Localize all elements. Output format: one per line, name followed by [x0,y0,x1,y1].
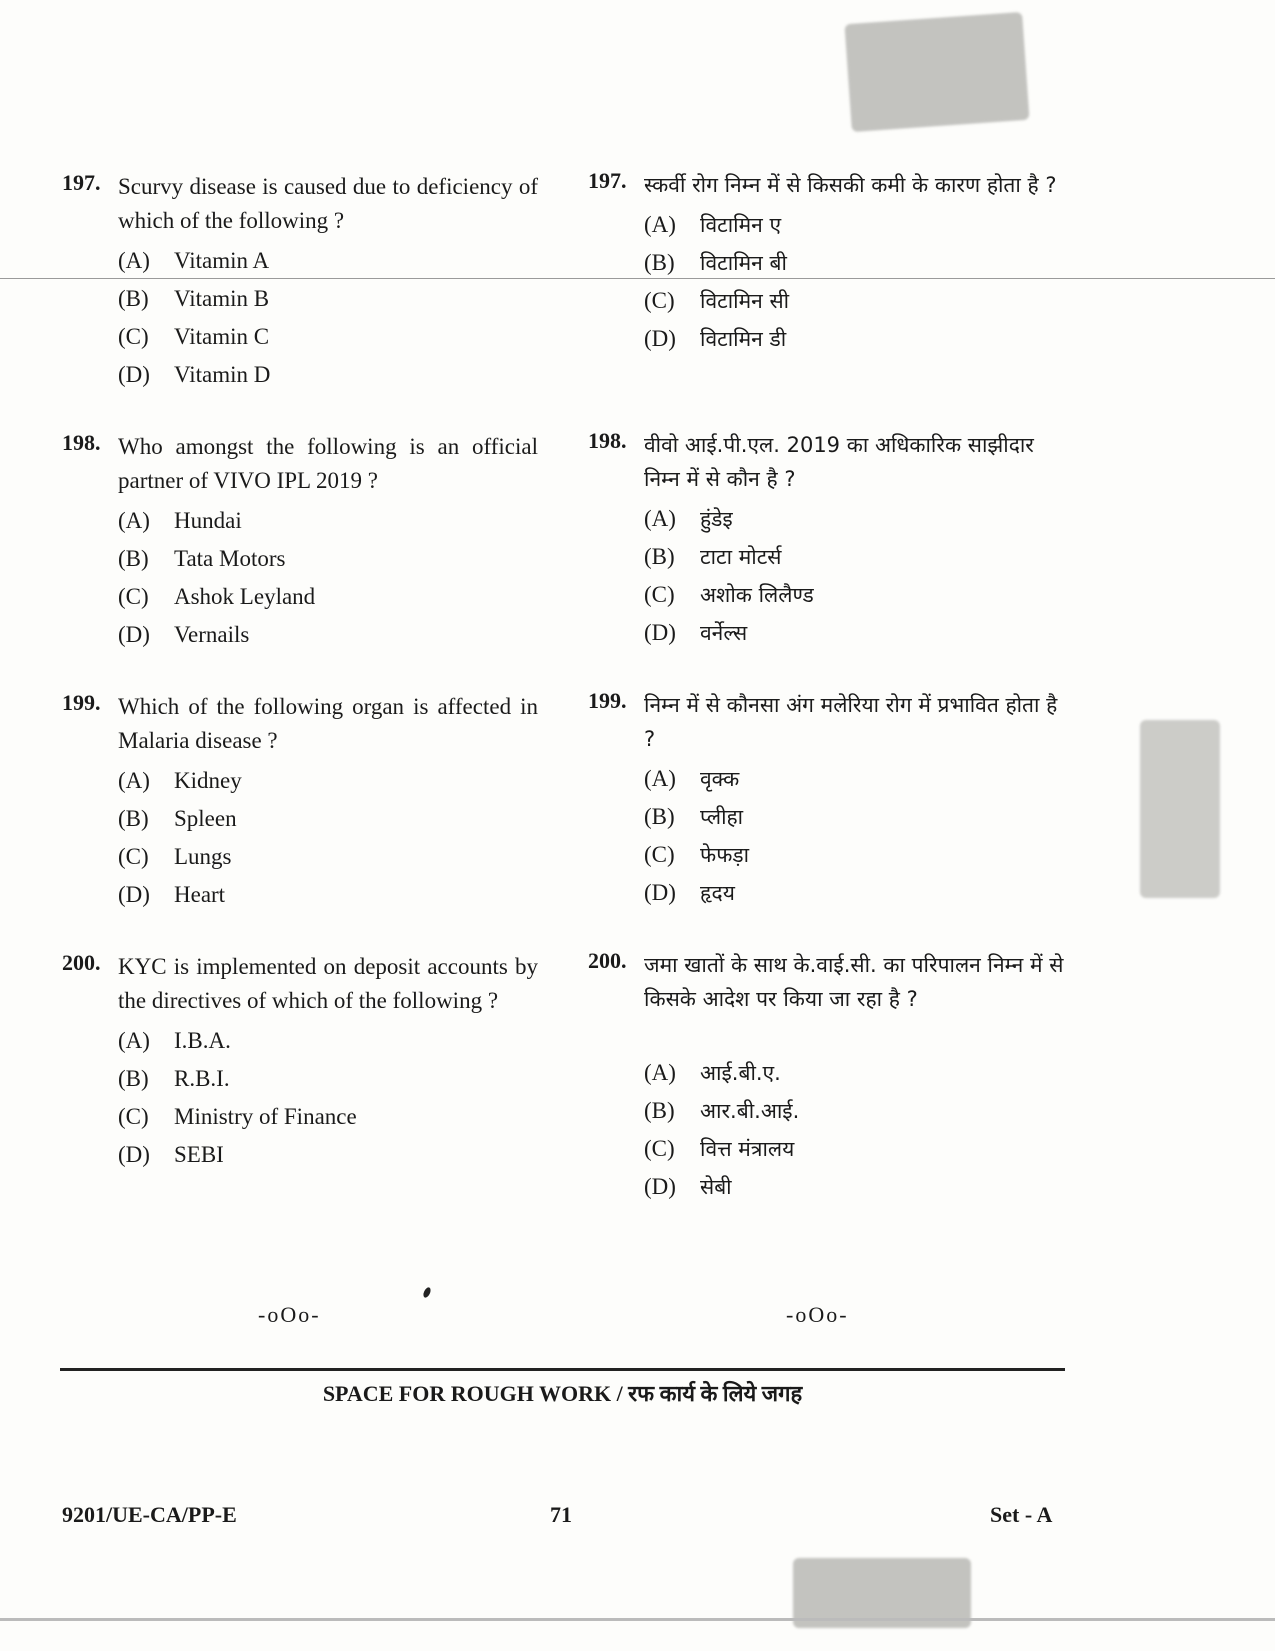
option-b: (B) Vitamin B [118,286,270,311]
end-marker-hi: -oOo- [786,1302,849,1327]
paper-code: 9201/UE-CA/PP-E [62,1502,237,1527]
question-text: Scurvy disease is caused due to deficiency of which of the following ? [118,174,538,233]
option-a: (A) Vitamin A [118,248,270,273]
page-number: 71 [550,1502,572,1527]
question-199-en [62,690,552,914]
option-a: (A) वृक्क [644,766,740,791]
scan-artifact-line [0,1618,1275,1621]
question-200-en [62,950,552,1174]
option-b: (B) Spleen [118,806,237,831]
option-d: (D) सेबी [644,1174,732,1199]
option-d: (D) Vitamin D [118,362,271,387]
option-c: (C) Ministry of Finance [118,1104,357,1129]
divider-rule [60,1368,1065,1371]
option-d: (D) वर्नेल्स [644,620,748,645]
option-c: (C) Vitamin C [118,324,270,349]
option-b: (B) आर.बी.आई. [644,1098,800,1123]
scan-smudge [1140,720,1220,898]
end-marker-en: -oOo- [258,1302,321,1327]
question-198-hi [588,428,1078,652]
question-200-hi [588,948,1078,1206]
question-number: 198. [62,430,101,455]
option-b: (B) R.B.I. [118,1066,230,1091]
option-c: (C) विटामिन सी [644,288,790,313]
question-198-en [62,430,552,654]
option-a: (A) I.B.A. [118,1028,231,1053]
option-d: (D) Vernails [118,622,250,647]
question-number: 199. [588,688,627,713]
question-text: KYC is implemented on deposit accounts by the directives of which of the following ? [118,954,538,1013]
question-text: जमा खातों के साथ के.वाई.सी. का परिपालन निम्न में से किसके आदेश पर किया जा रहा है ? [644,953,1064,1011]
option-b: (B) टाटा मोटर्स [644,544,782,569]
question-number: 199. [62,690,101,715]
rough-work-heading: SPACE FOR ROUGH WORK / रफ कार्य के लिये जगह [322,1381,803,1406]
question-number: 197. [588,168,627,193]
option-c: (C) अशोक लिलैण्ड [644,582,814,607]
ink-mark [422,1286,432,1299]
option-b: (B) प्लीहा [644,804,744,829]
question-197-hi [588,168,1078,358]
option-a: (A) विटामिन ए [644,212,782,237]
question-number: 200. [62,950,101,975]
option-d: (D) SEBI [118,1142,224,1167]
option-a: (A) आई.बी.ए. [644,1060,781,1085]
question-199-hi [588,688,1078,912]
option-c: (C) फेफड़ा [644,842,750,867]
option-c: (C) Ashok Leyland [118,584,316,609]
option-b: (B) Tata Motors [118,546,286,571]
option-b: (B) विटामिन बी [644,250,787,275]
question-text: स्कर्वी रोग निम्न में से किसकी कमी के कारण होता है ? [644,173,1057,197]
question-text: Who amongst the following is an official partner of VIVO IPL 2019 ? [118,434,538,493]
option-d: (D) हृदय [644,880,735,905]
option-d: (D) विटामिन डी [644,326,787,351]
question-number: 198. [588,428,627,453]
question-text: वीवो आई.पी.एल. 2019 का अधिकारिक साझीदार निम्न में से कौन है ? [644,433,1034,491]
scan-smudge [844,12,1029,132]
option-a: (A) Hundai [118,508,242,533]
question-197-en [62,170,552,394]
option-a: (A) हुंडेइ [644,506,733,531]
question-text: Which of the following organ is affected in Malaria disease ? [118,694,538,753]
option-c: (C) Lungs [118,844,232,869]
option-d: (D) Heart [118,882,226,907]
option-c: (C) वित्त मंत्रालय [644,1136,795,1161]
set-label: Set - A [990,1502,1053,1527]
option-a: (A) Kidney [118,768,242,793]
question-number: 200. [588,948,627,973]
question-text: निम्न में से कौनसा अंग मलेरिया रोग में प्रभावित होता है ? [644,693,1058,751]
question-number: 197. [62,170,101,195]
